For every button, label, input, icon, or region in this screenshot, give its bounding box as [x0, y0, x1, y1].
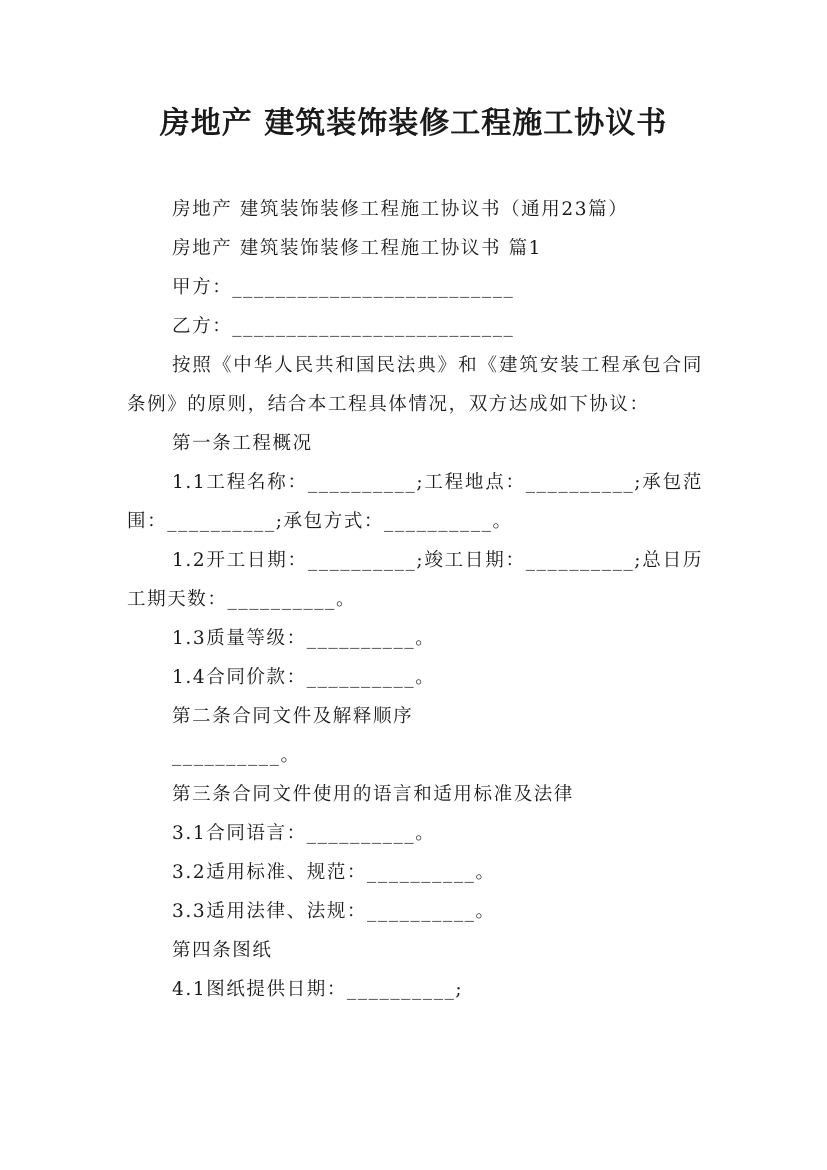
- paragraph-party-b: 乙方：__________________________: [172, 316, 515, 337]
- paragraph-preamble: 按照《中华人民共和国民法典》和《建筑安装工程承包合同条例》的原则，结合本工程具体情况，双方达成如下协议：: [127, 355, 703, 415]
- paragraph-article-1: 第一条工程概况: [172, 433, 313, 454]
- paragraph-article-2: 第二条合同文件及解释顺序: [172, 706, 414, 727]
- paragraph-clause-1-1: 1.1工程名称：__________;工程地点：__________;承包范围：__________;承包方式：__________。: [127, 472, 703, 532]
- paragraph-clause-3-3: 3.3适用法律、法规：__________。: [172, 901, 496, 922]
- document-body: [127, 190, 703, 1009]
- paragraph-article-3: 第三条合同文件使用的语言和适用标准及法律: [172, 784, 575, 805]
- paragraph-clause-1-3: 1.3质量等级：__________。: [172, 628, 436, 649]
- paragraph-article-4: 第四条图纸: [172, 940, 273, 961]
- paragraph-party-a: 甲方：__________________________: [172, 277, 515, 298]
- paragraph-clause-1-4: 1.4合同价款：__________。: [172, 667, 436, 688]
- paragraph-clause-1-2: 1.2开工日期：__________;竣工日期：__________;总日历工期天数：__________。: [127, 550, 703, 610]
- paragraph-clause-3-1: 3.1合同语言：__________。: [172, 823, 436, 844]
- paragraph-clause-3-2: 3.2适用标准、规范：__________。: [172, 862, 496, 883]
- paragraph-article-2-blank: __________。: [172, 745, 301, 766]
- document-title: 房地产 建筑装饰装修工程施工协议书: [159, 106, 668, 141]
- paragraph-subtitle: 房地产 建筑装饰装修工程施工协议书（通用23篇）: [172, 199, 629, 220]
- paragraph-clause-4-1: 4.1图纸提供日期：__________;: [172, 979, 464, 1000]
- paragraph-chapter-heading: 房地产 建筑装饰装修工程施工协议书 篇1: [172, 238, 543, 259]
